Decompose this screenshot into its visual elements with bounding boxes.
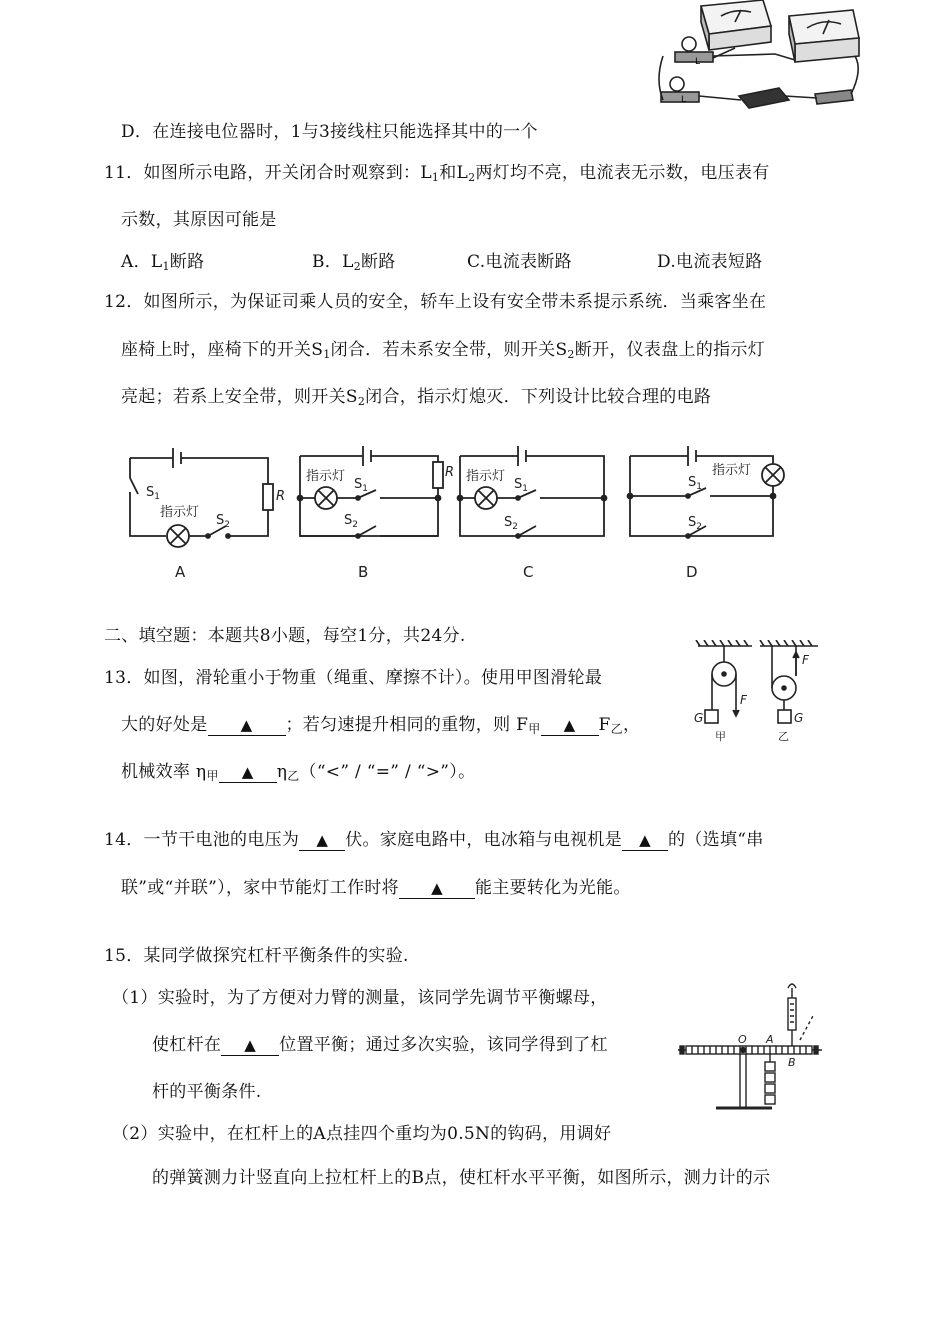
triangle-icon: ▲ xyxy=(316,831,329,849)
q11-text-c: 两灯均不亮，电流表无示数，电压表有 xyxy=(475,163,770,183)
q13-text-f: η xyxy=(276,762,288,782)
subscript: 1 xyxy=(431,171,440,184)
q15-part1-line-1: （1）实验时，为了方便对力臂的测量，该同学先调节平衡螺母， xyxy=(112,988,608,1008)
triangle-icon: ▲ xyxy=(563,716,576,734)
subscript: 2 xyxy=(353,260,361,273)
q11-option-b-suffix: 断路 xyxy=(361,252,396,272)
q11-option-d: D.电流表短路 xyxy=(657,252,763,272)
svg-text:L: L xyxy=(695,57,701,67)
q13-text-e: 机械效率 η xyxy=(121,762,207,782)
q11-option-c: C.电流表断路 xyxy=(467,252,572,272)
triangle-icon: ▲ xyxy=(240,716,253,734)
circuit-apparatus-figure xyxy=(655,0,865,112)
q12-circuit-options-figure xyxy=(118,438,798,588)
triangle-icon: ▲ xyxy=(241,763,254,781)
triangle-icon: ▲ xyxy=(244,1036,257,1054)
subscript: 1 xyxy=(162,260,170,273)
q12-text-d: 亮起；若系上安全带，则开关S xyxy=(121,387,358,407)
subscript: 乙 xyxy=(610,722,623,736)
q11-line-1 xyxy=(104,161,770,190)
answer-blank[interactable] xyxy=(219,762,277,783)
answer-blank[interactable] xyxy=(208,715,286,736)
subscript: 甲 xyxy=(528,722,541,736)
label-lamp: 指示灯 xyxy=(160,505,200,520)
label-f: F xyxy=(802,653,809,667)
label-s2: $S_2$ xyxy=(688,515,702,532)
label-lamp: 指示灯 xyxy=(712,463,752,478)
lever-figure xyxy=(676,980,836,1120)
label-r: R xyxy=(445,465,455,480)
q12-text-a: 座椅上时，座椅下的开关S xyxy=(121,340,324,360)
label-jia: 甲 xyxy=(715,730,726,743)
label-s2: $S_2$ xyxy=(216,513,230,530)
q14-text-a: 14．一节干电池的电压为 xyxy=(104,830,300,850)
section-2-title: 二、填空题：本题共8小题，每空1分，共24分. xyxy=(104,626,466,646)
answer-blank[interactable] xyxy=(221,1035,279,1056)
q11-text-b: 和L xyxy=(439,163,469,183)
label-s1: $S_1$ xyxy=(354,477,368,494)
q12-line-3 xyxy=(121,385,711,414)
q13-text-c: F xyxy=(598,715,611,735)
svg-text:L: L xyxy=(681,95,687,105)
answer-blank[interactable] xyxy=(399,878,475,899)
q13-line-1: 13．如图，滑轮重小于物重（绳重、摩擦不计）。使用甲图滑轮最 xyxy=(104,668,603,688)
q13-text-g: （“<” / “=” / “>”）。 xyxy=(299,762,476,782)
q11-text-a: 11．如图所示电路，开关闭合时观察到：L xyxy=(104,163,432,183)
q11-option-a-text: A．L xyxy=(121,252,163,272)
q13-text-a: 大的好处是 xyxy=(121,715,208,735)
answer-blank[interactable] xyxy=(541,715,599,736)
subscript: 乙 xyxy=(287,769,300,783)
label-g: G xyxy=(694,711,704,725)
q14-text-e: 能主要转化为光能。 xyxy=(474,878,631,898)
label-lamp: 指示灯 xyxy=(306,469,346,484)
q14-line-2 xyxy=(121,876,631,900)
q14-text-c: 的（选填“串 xyxy=(668,830,764,850)
q15-line-1: 15．某同学做探究杠杆平衡条件的实验. xyxy=(104,946,409,966)
q13-line-3 xyxy=(121,760,475,788)
q12-line-1: 12．如图所示，为保证司乘人员的安全，轿车上设有安全带未系提示系统．当乘客坐在 xyxy=(104,292,767,312)
subscript: 2 xyxy=(357,395,366,408)
label-f: F xyxy=(740,693,747,707)
option-label-d: D xyxy=(686,563,698,581)
label-lamp: 指示灯 xyxy=(466,469,506,484)
q15-part1-line-3: 杆的平衡条件. xyxy=(152,1082,262,1102)
q13-text-b: ；若匀速提升相同的重物，则 F xyxy=(285,715,529,735)
triangle-icon: ▲ xyxy=(431,879,443,897)
q12-text-c: 断开，仪表盘上的指示灯 xyxy=(574,340,766,360)
q14-line-1 xyxy=(104,828,764,852)
q13-text-d: ， xyxy=(622,715,641,735)
q11-option-a xyxy=(121,250,204,279)
label-s2: $S_2$ xyxy=(344,513,358,530)
q13-line-2 xyxy=(121,713,640,741)
q11-option-b xyxy=(312,250,396,279)
q12-text-e: 闭合，指示灯熄灭．下列设计比较合理的电路 xyxy=(365,387,712,407)
q14-text-b: 伏。家庭电路中，电冰箱与电视机是 xyxy=(345,830,623,850)
q10-option-d: D．在连接电位器时，1与3接线柱只能选择其中的一个 xyxy=(121,122,538,142)
answer-blank[interactable] xyxy=(622,830,668,851)
pulley-figure xyxy=(690,640,840,746)
q15-part2-line-1: （2）实验中，在杠杆上的A点挂四个重均为0.5N的钩码，用调好 xyxy=(112,1124,612,1144)
label-o: O xyxy=(738,1033,747,1046)
label-s1: $S_1$ xyxy=(688,475,702,492)
q15-part2-line-2: 的弹簧测力计竖直向上拉杠杆上的B点，使杠杆水平平衡，如图所示，测力计的示 xyxy=(152,1168,771,1188)
q15-text-b: 位置平衡；通过多次实验，该同学得到了杠 xyxy=(279,1035,608,1055)
q11-option-b-text: B．L xyxy=(312,252,354,272)
q11-line-2: 示数，其原因可能是 xyxy=(121,210,277,230)
option-label-b: B xyxy=(358,563,369,581)
label-s2: $S_2$ xyxy=(504,515,518,532)
label-r: R xyxy=(276,489,286,504)
q12-text-b: 闭合．若未系安全带，则开关S xyxy=(330,340,568,360)
q15-part1-line-2 xyxy=(152,1033,608,1057)
label-s1: $S_1$ xyxy=(146,485,160,502)
triangle-icon: ▲ xyxy=(639,831,651,849)
option-label-a: A xyxy=(175,563,186,581)
subscript: 2 xyxy=(468,171,476,184)
label-g: G xyxy=(794,711,804,725)
label-a: A xyxy=(766,1033,774,1046)
q14-text-d: 联”或“并联”），家中节能灯工作时将 xyxy=(121,878,399,898)
option-label-c: C xyxy=(523,563,534,581)
answer-blank[interactable] xyxy=(299,830,345,851)
q11-option-a-suffix: 断路 xyxy=(169,252,205,272)
subscript: 2 xyxy=(567,348,575,361)
label-yi: 乙 xyxy=(778,730,789,743)
subscript: 1 xyxy=(323,348,331,361)
q12-line-2 xyxy=(121,338,765,367)
q15-text-a: 使杠杆在 xyxy=(152,1035,222,1055)
label-s1: $S_1$ xyxy=(514,477,528,494)
subscript: 甲 xyxy=(206,769,219,783)
label-b: B xyxy=(788,1056,796,1069)
